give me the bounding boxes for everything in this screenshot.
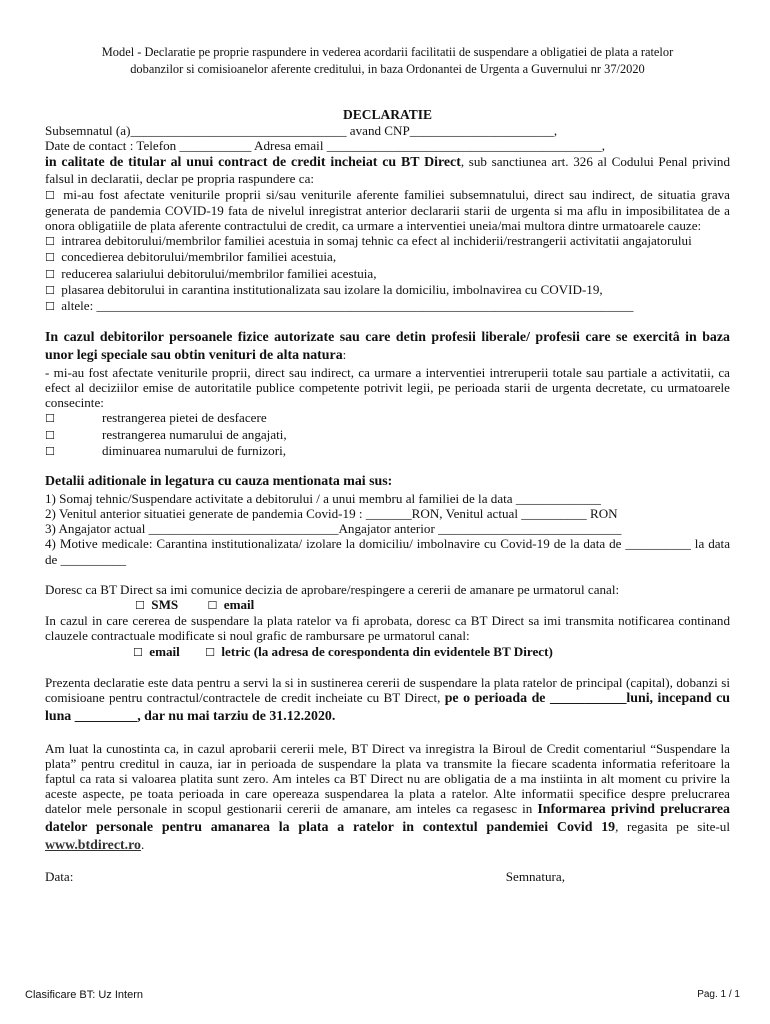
sms-option[interactable] [135,597,178,613]
section1-item-text: plasarea debitorului in carantina institutionalizata sau izolare la domiciliu, imbolnavirea cu COVID-19, [58,281,603,297]
calitate-rest: , sub sanctiunea art. 326 al Codului Penal privind falsul in declaratii, declar pe propria raspundere ca: [45,153,730,187]
section2-heading [45,329,730,365]
am-luat-end: . [140,837,145,853]
details-heading: Detalii aditionale in legatura cu cauza mentionata mai sus: [45,474,393,490]
checkbox-icon[interactable]: ☐ [45,283,55,297]
checkbox-icon[interactable]: ☐ [45,251,55,265]
classification-footer: Clasificare BT: Uz Intern [25,989,143,1001]
checkbox-icon[interactable]: ☐ [45,235,55,249]
checkbox-icon[interactable]: ☐ [133,645,143,659]
section2-item[interactable] [45,410,730,426]
document-title: DECLARATIE [342,107,432,122]
notification-options [45,644,730,660]
am-luat-after: , regasita pe site-ul [615,819,730,835]
channel-options [45,597,730,613]
section1-item[interactable] [45,249,730,265]
document-page [45,44,730,884]
calitate-paragraph [45,154,730,187]
signature-row [45,869,565,884]
document-header [45,44,730,78]
checkbox-icon[interactable]: ☐ [45,267,55,281]
checkbox-icon[interactable]: ☐ [207,599,218,613]
am-luat-text: Am luat la cunostinta ca, in cazul aprobarii cererii mele, BT Direct va inregistra la Biroul de Credit comentariul “Suspendare la plata” pentru creditul in cauza, iar in perioada de suspendare la plata va transmite la fiecare scadenta informatia referitoare la faptul ca rata si valoarea platita sunt zero. Am inteles ca BT Direct nu are obligatia de a ma instiinta in alt moment cu privire la aceste aspecte, pe toata perioada in care opereaza suspendarea la plata a ratelor. Alte informatii specifice despre prelucrarea datelor mele personale in scopul gestionarii cererii de amanare, am inteles ca regasesc in [45,740,730,817]
sms-label: SMS [151,597,179,613]
header-line-2: dobanzilor si comisioanelor aferente creditului, in baza Ordonantei de Urgenta a Guvernului nr 37/2020 [130,62,645,76]
section1-item[interactable] [45,298,730,314]
section2-text: - mi-au fost afectate veniturile proprii, direct sau indirect, ca urmare a interventiei intreruperii totale sau partiale a activitatii, ca efect al deciziilor emise de autoritatile publice competente potrivit legii, pe perioada starii de urgenta decretate, cu urmatoarele consecinte: [45,364,730,411]
section1-item[interactable] [45,266,730,282]
channel-text: Doresc ca BT Direct sa imi comunice decizia de aprobare/respingere a cererii de amanare pe urmatorul canal: [45,581,620,597]
email-label: email [223,597,255,613]
notification-letter-option[interactable] [205,644,553,660]
semnatura-label: Semnatura, [505,868,565,884]
section1-item-text: altele: __________________________________________________________________________________ [58,298,634,314]
page-number: Pag. 1 / 1 [697,989,740,1000]
calitate-bold: in calitate de titular al unui contract de credit incheiat cu BT Direct [45,154,461,170]
checkbox-icon[interactable]: ☐ [135,599,145,613]
section1-item[interactable] [45,233,730,249]
header-line-1: Model - Declaratie pe proprie raspundere in vederea acordarii facilitatii de suspendare a obligatiei de plata a ratelor [101,45,674,59]
am-luat-paragraph [45,741,730,855]
checkbox-icon[interactable]: ☐ [45,300,55,314]
notification-email-option[interactable] [133,644,180,660]
section1-item-text: reducerea salariului debitorului/membrilor familiei acestuia, [58,265,377,281]
data-label: Data: [45,868,74,884]
section2-item[interactable] [45,443,730,459]
section1-item-text: intrarea debitorului/membrilor familiei acestuia in somaj tehnic ca efect al inchiderii/restrangerii activitatii angajatorului [58,233,692,249]
section1-intro-text: mi-au fost afectate veniturile proprii si/sau veniturile aferente familiei subsemnatului, direct sau indirect, de situatia grava generata de pandemia COVID-19 fata de nivelul inregistrat anterior declararii starii de urgenta si ma aflu in imposibilitatea de a onora obligatiile de plata aferente contractului de credit, ca urmare a interventiei uneia/mai multora dintre urmatoarele cauze: [45,186,730,234]
section2-item-text: restrangerea pietei de desfacere [102,410,267,426]
checkbox-icon[interactable]: ☐ [45,428,55,442]
details-line-1: 1) Somaj tehnic/Suspendare activitate a debitorului / a unui membru al familiei de la data _____________ [45,490,601,506]
section1-item[interactable] [45,282,730,298]
details-line-3: 3) Angajator actual _____________________________Angajator anterior ____________________________ [45,521,622,537]
section2-item-text: diminuarea numarului de furnizori, [102,442,286,458]
details-line-2: 2) Venitul anterior situatiei generate de pandemia Covid-19 : _______RON, Venitul actual __________ RON [45,506,618,522]
notification-email-label: email [149,643,180,659]
checkbox-icon[interactable]: ☐ [205,645,215,659]
checkbox-icon[interactable]: ☐ [45,188,55,202]
prezenta-text: Prezenta declaratie este data pentru a servi la si in sustinerea cererii de suspendare la plata ratelor de principal (capital), dobanzi si comisioane pentru contractul/contractele de credit incheiate cu BT Direct, [45,674,730,706]
section1-intro[interactable] [45,187,730,234]
checkbox-icon[interactable]: ☐ [45,412,55,426]
section2-item-text: restrangerea numarului de angajati, [102,426,287,442]
email-option[interactable] [208,597,255,613]
section2-heading-colon: : [342,347,347,363]
btdirect-link[interactable]: www.btdirect.ro [45,838,141,854]
am-luat-bold: Informarea privind prelucrarea datelor personale pentru amanarea la plata a ratelor in contextul pandemiei Covid 19 [45,802,730,836]
section1-item-text: concedierea debitorului/membrilor familiei acestuia, [58,249,337,265]
checkbox-icon[interactable]: ☐ [45,444,55,458]
section2-heading-bold: In cazul debitorilor persoanele fizice autorizate sau care detin profesii liberale/ profesii care se exercitâ in baza unor legi speciale sau obtin venituri de alta natura [45,330,730,364]
details-line-4: 4) Motive medicale: Carantina institutionalizata/ izolare la domiciliu/ imbolnavire cu Covid-19 de la data de __________ la data de __________ [45,536,730,567]
section2-item[interactable] [45,427,730,443]
subsemnatul-field: Subsemnatul (a)_________________________________ avand CNP______________________, [45,123,558,139]
prezenta-paragraph [45,675,730,726]
notification-letter-label: letric (la adresa de corespondenta din evidentele BT Direct) [221,643,553,659]
prezenta-bold: pe o perioada de ___________luni, incepand cu luna _________, dar nu mai tarziu de 31.12.2020. [45,691,731,724]
contact-field: Date de contact : Telefon ___________ Adresa email __________________________________________, [45,138,605,154]
notification-text: In cazul in care cererea de suspendare la plata ratelor va fi aprobata, doresc ca BT Direct sa imi transmita notificarea continand clauzele contractuale modificate si noul grafic de rambursare pe urmatorul canal: [45,613,730,644]
